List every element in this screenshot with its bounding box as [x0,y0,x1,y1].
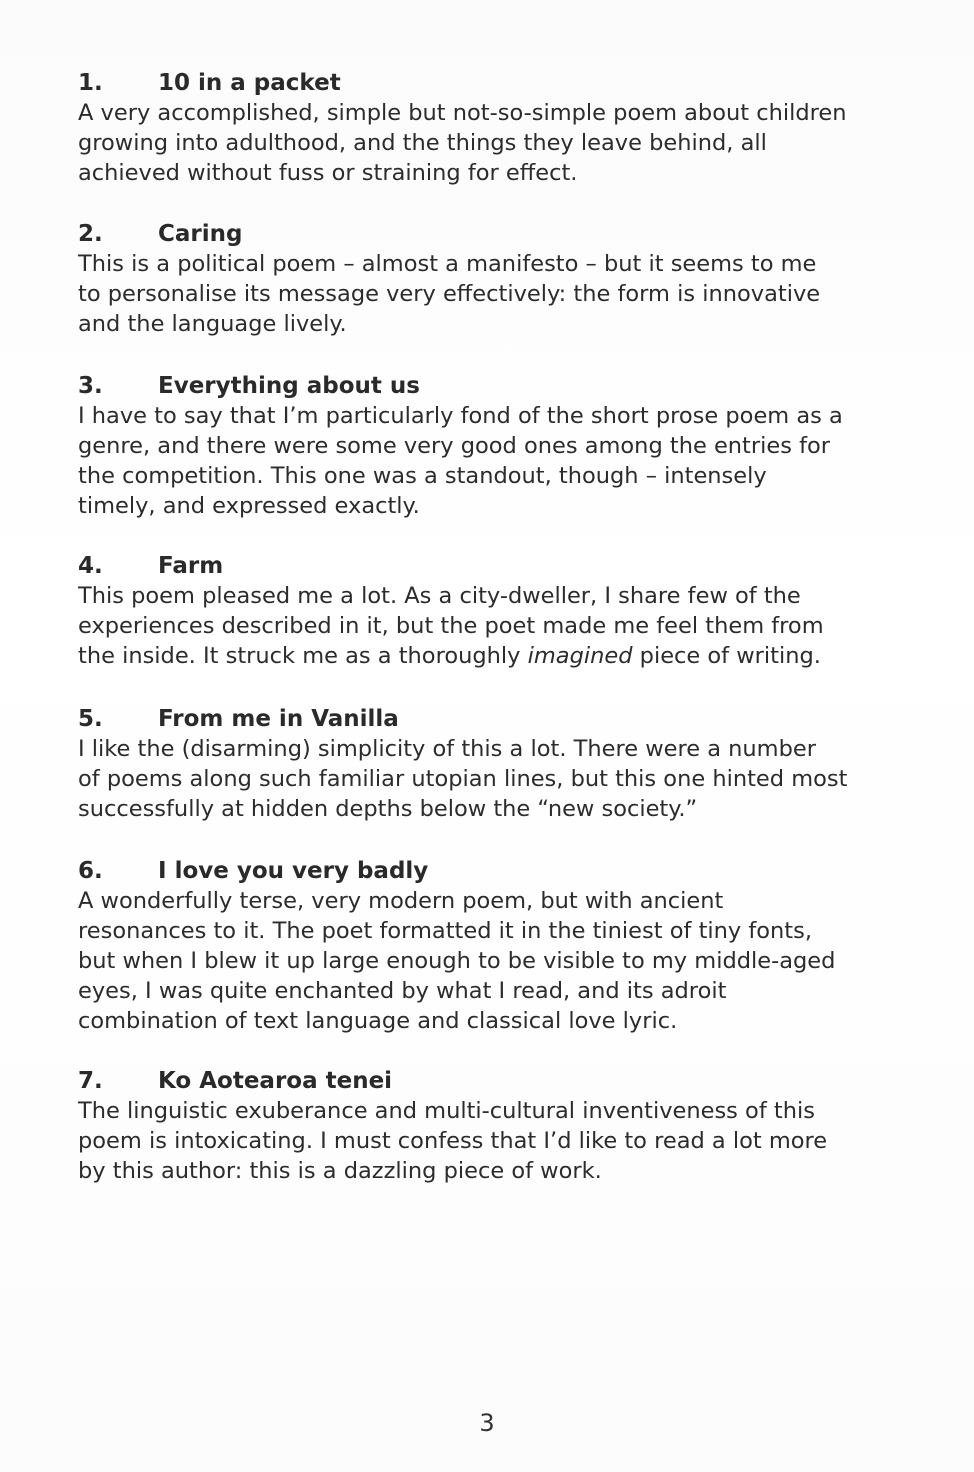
entry-title: From me in Vanilla [158,706,399,732]
entry-body [78,734,946,824]
body-line: I like the (disarming) simplicity of this a lot. There were a number [78,736,816,762]
entry-body [78,249,946,339]
entry-heading [78,856,946,886]
entry-6 [78,856,946,1036]
body-line: genre, and there were some very good ones among the entries for [78,433,831,459]
entry-heading [78,68,946,98]
body-line: of poems along such familiar utopian lines, but this one hinted most [78,766,848,792]
body-line: growing into adulthood, and the things they leave behind, all [78,130,767,156]
body-line: I have to say that I’m particularly fond of the short prose poem as a [78,403,843,429]
body-line: to personalise its message very effectively: the form is innovative [78,281,821,307]
body-line: poem is intoxicating. I must confess that I’d like to read a lot more [78,1128,828,1154]
body-line: successfully at hidden depths below the “new society.” [78,796,698,822]
body-line: achieved without fuss or straining for effect. [78,160,578,186]
body-line: This is a political poem – almost a manifesto – but it seems to me [78,251,817,277]
entry-heading [78,219,946,249]
entry-7 [78,1066,946,1186]
entry-body [78,581,946,671]
page-number: 3 [479,1409,495,1437]
entry-body [78,1096,946,1186]
entry-body [78,98,946,188]
body-line: experiences described in it, but the poet made me feel them from [78,613,824,639]
emphasized-word: imagined [527,643,633,669]
entry-body [78,401,946,521]
body-line: and the language lively. [78,311,347,337]
entry-title: Everything about us [158,373,420,399]
entry-number: 1. [78,70,103,96]
entry-body [78,886,946,1036]
body-line: A wonderfully terse, very modern poem, but with ancient [78,888,724,914]
entry-number: 2. [78,221,103,247]
entry-title: Caring [158,221,243,247]
body-line: the competition. This one was a standout, though – intensely [78,463,767,489]
body-line: eyes, I was quite enchanted by what I read, and its adroit [78,978,727,1004]
body-line: the inside. It struck me as a thoroughly imagined piece of writing. [78,643,821,669]
body-line: The linguistic exuberance and multi-cultural inventiveness of this [78,1098,815,1124]
entry-heading [78,371,946,401]
entry-number: 5. [78,706,103,732]
entry-3 [78,371,946,521]
entry-title: 10 in a packet [158,70,341,96]
entry-5 [78,704,946,824]
entry-number: 6. [78,858,103,884]
entry-heading [78,704,946,734]
entry-heading [78,1066,946,1096]
entry-heading [78,551,946,581]
entry-title: Ko Aotearoa tenei [158,1068,393,1094]
entry-4 [78,551,946,671]
entry-title: Farm [158,553,224,579]
body-line: by this author: this is a dazzling piece of work. [78,1158,602,1184]
body-line: A very accomplished, simple but not-so-simple poem about children [78,100,847,126]
body-line: but when I blew it up large enough to be visible to my middle-aged [78,948,836,974]
entry-2 [78,219,946,339]
body-line: resonances to it. The poet formatted it in the tiniest of tiny fonts, [78,918,813,944]
entry-number: 4. [78,553,103,579]
entry-1 [78,68,946,188]
body-line: combination of text language and classical love lyric. [78,1008,678,1034]
body-line: timely, and expressed exactly. [78,493,420,519]
entry-number: 7. [78,1068,103,1094]
entry-number: 3. [78,373,103,399]
entry-title: I love you very badly [158,858,429,884]
body-line: This poem pleased me a lot. As a city-dweller, I share few of the [78,583,801,609]
